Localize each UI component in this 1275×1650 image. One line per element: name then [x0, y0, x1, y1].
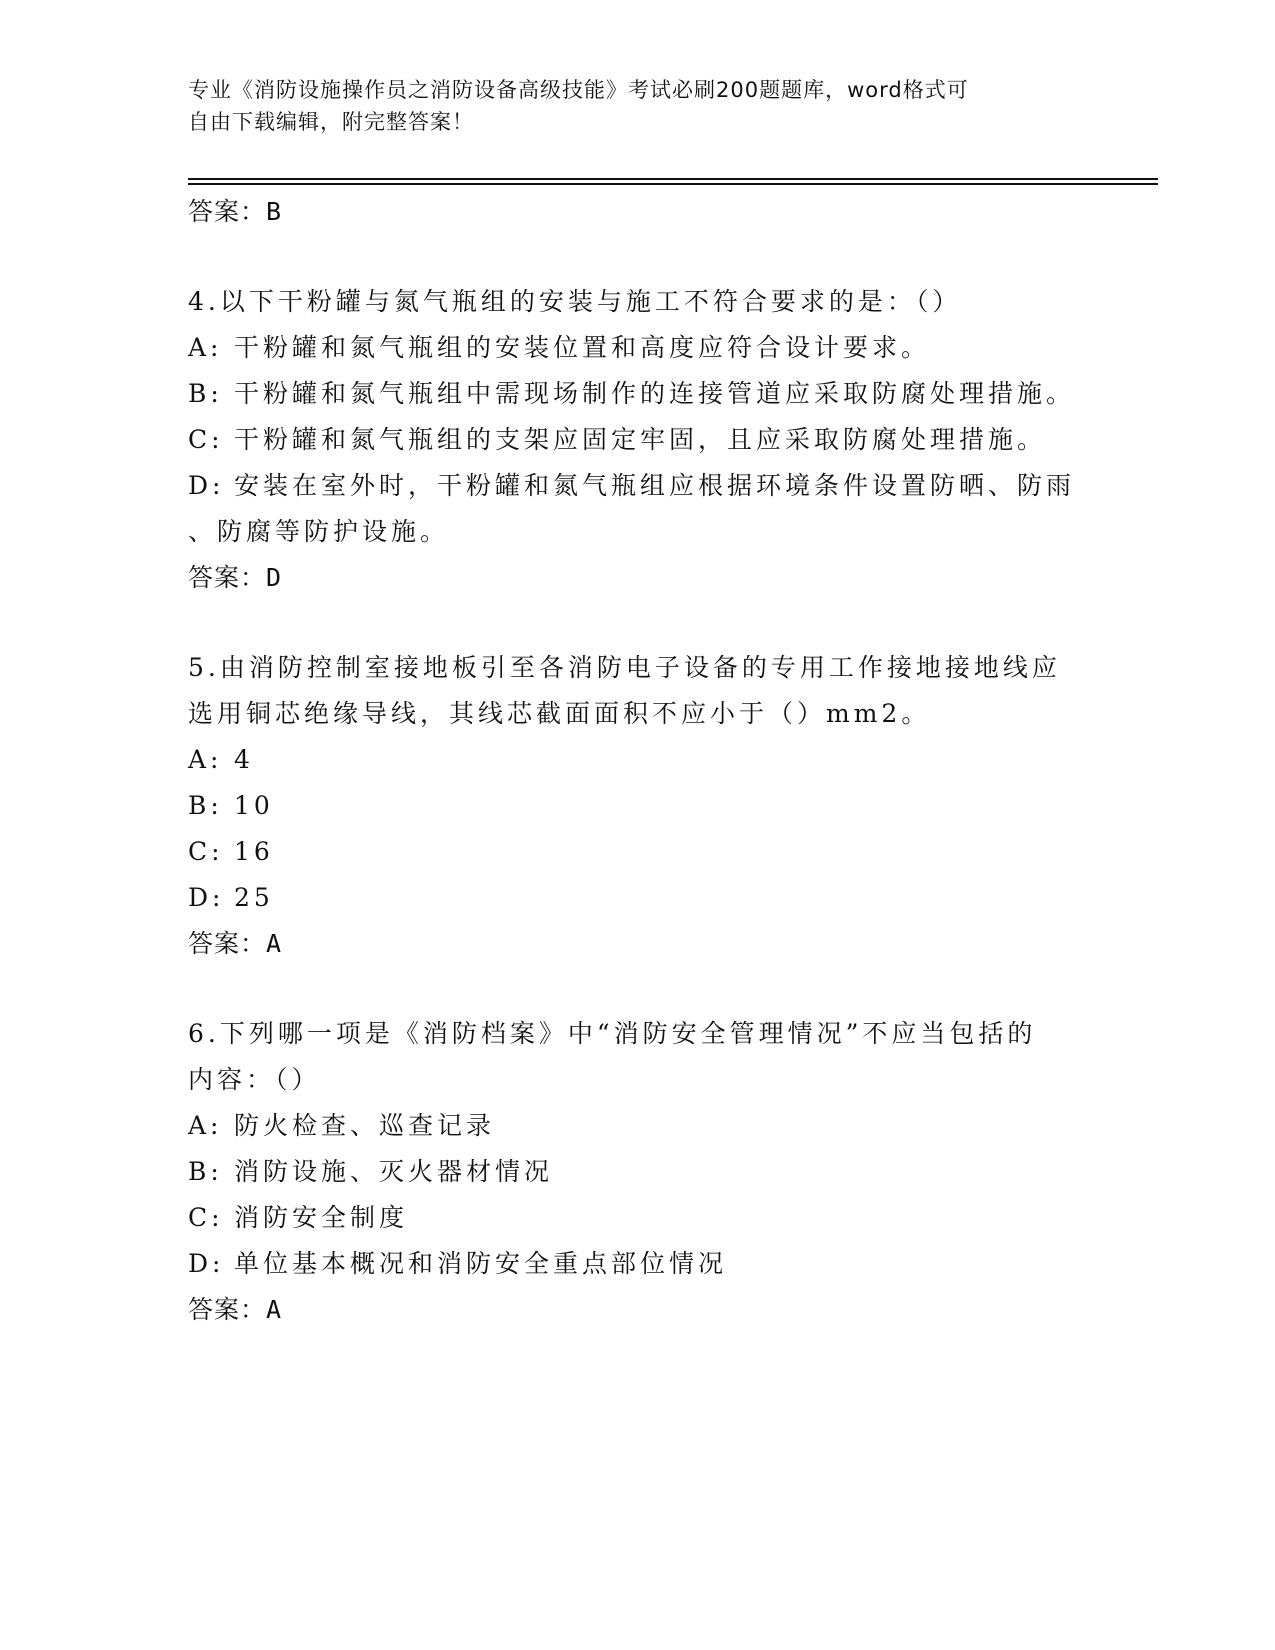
header-divider-top: [188, 178, 1158, 180]
question-block: [188, 1011, 1088, 1333]
option-key: C:: [188, 837, 224, 866]
option-d: [188, 463, 1088, 509]
option-key: D:: [188, 1249, 225, 1278]
question-block: [188, 279, 1088, 601]
option-text: 4: [234, 745, 254, 774]
answer-line: [188, 189, 1088, 235]
option-d: [188, 1241, 1088, 1287]
answer-label: 答案：: [188, 929, 267, 958]
option-key: D:: [188, 471, 225, 500]
option-text: 干粉罐和氮气瓶组的支架应固定牢固，且应采取防腐处理措施。: [234, 425, 1047, 454]
answer-line: [188, 921, 1088, 967]
answer-value: B: [266, 197, 283, 226]
option-text: 安装在室外时，干粉罐和氮气瓶组应根据环境条件设置防晒、防雨: [234, 471, 1076, 500]
answer-value: A: [266, 1295, 283, 1324]
option-c: [188, 1195, 1088, 1241]
answer-value: A: [266, 929, 283, 958]
header-line-1: 专业《消防设施操作员之消防设备高级技能》考试必刷200题题库，word格式可: [188, 78, 969, 102]
option-b: [188, 783, 1088, 829]
answer-line: [188, 1287, 1088, 1333]
option-key: B:: [188, 791, 223, 820]
option-text: 单位基本概况和消防安全重点部位情况: [234, 1249, 728, 1278]
option-c: [188, 829, 1088, 875]
answer-label: 答案：: [188, 197, 267, 226]
question-block: [188, 645, 1088, 967]
document-header: [188, 74, 1088, 138]
answer-line: [188, 555, 1088, 601]
option-key: D:: [188, 883, 225, 912]
header-divider-bottom: [188, 183, 1158, 185]
option-key: B:: [188, 379, 223, 408]
document-body: [188, 189, 1088, 1333]
option-d-continued: 、防腐等防护设施。: [188, 517, 450, 546]
question-text-continued: 选用铜芯绝缘导线，其线芯截面面积不应小于（）mm2。: [188, 699, 931, 728]
option-b: [188, 1149, 1088, 1195]
option-text: 10: [234, 791, 274, 820]
answer-value: D: [266, 563, 283, 592]
option-key: A:: [188, 333, 223, 362]
option-text: 防火检查、巡查记录: [234, 1111, 496, 1140]
header-line-2: 自由下载编辑，附完整答案！: [188, 110, 474, 134]
option-key: B:: [188, 1157, 223, 1186]
option-text: 消防设施、灭火器材情况: [234, 1157, 554, 1186]
option-a: [188, 325, 1088, 371]
option-key: C:: [188, 425, 224, 454]
answer-label: 答案：: [188, 1295, 267, 1324]
option-d: [188, 875, 1088, 921]
option-a: [188, 737, 1088, 783]
answer-label: 答案：: [188, 563, 267, 592]
option-c: [188, 417, 1088, 463]
option-text: 干粉罐和氮气瓶组中需现场制作的连接管道应采取防腐处理措施。: [234, 379, 1076, 408]
question-text: 4.以下干粉罐与氮气瓶组的安装与施工不符合要求的是：（）: [188, 287, 962, 316]
question-text-continued: 内容：（）: [188, 1065, 321, 1094]
option-key: A:: [188, 745, 223, 774]
option-b: [188, 371, 1088, 417]
question-text: 6.下列哪一项是《消防档案》中“消防安全管理情况”不应当包括的: [188, 1019, 1037, 1048]
option-text: 消防安全制度: [234, 1203, 409, 1232]
option-key: C:: [188, 1203, 224, 1232]
option-text: 16: [234, 837, 274, 866]
question-text: 5.由消防控制室接地板引至各消防电子设备的专用工作接地接地线应: [188, 653, 1061, 682]
option-key: A:: [188, 1111, 223, 1140]
option-text: 25: [234, 883, 274, 912]
option-text: 干粉罐和氮气瓶组的安装位置和高度应符合设计要求。: [234, 333, 931, 362]
option-a: [188, 1103, 1088, 1149]
